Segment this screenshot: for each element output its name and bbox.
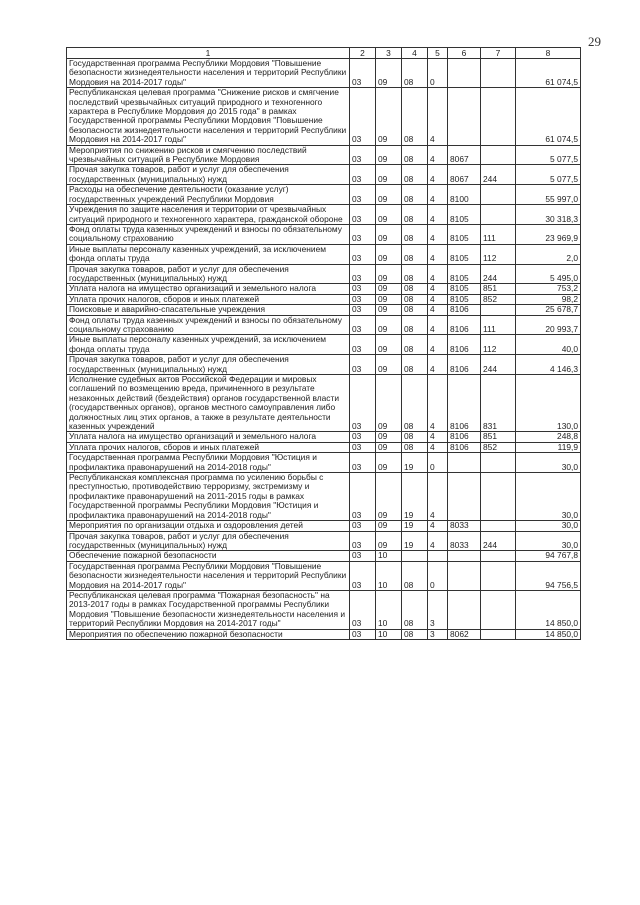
cell-c7 <box>481 629 516 639</box>
cell-c6: 8106 <box>448 305 481 315</box>
cell-c3: 09 <box>376 165 402 185</box>
cell-c7: 244 <box>481 531 516 551</box>
cell-c4: 19 <box>402 473 428 521</box>
cell-c4: 08 <box>402 315 428 335</box>
cell-c2: 03 <box>350 473 376 521</box>
cell-c7 <box>481 185 516 205</box>
cell-c7: 111 <box>481 224 516 244</box>
cell-c4: 08 <box>402 165 428 185</box>
cell-c4: 08 <box>402 284 428 294</box>
table-row <box>67 473 581 521</box>
cell-c3: 09 <box>376 531 402 551</box>
cell-c3: 09 <box>376 88 402 145</box>
table-row <box>67 531 581 551</box>
row-amount: 2,0 <box>516 244 581 264</box>
row-amount: 94 756,5 <box>516 561 581 590</box>
column-header: 8 <box>516 48 581 59</box>
row-name: Мероприятия по обеспечению пожарной безопасности <box>67 629 350 639</box>
cell-c3: 09 <box>376 521 402 531</box>
cell-c6 <box>448 561 481 590</box>
row-amount: 5 077,5 <box>516 165 581 185</box>
cell-c5: 4 <box>428 224 448 244</box>
cell-c2: 03 <box>350 521 376 531</box>
cell-c6: 8106 <box>448 375 481 432</box>
cell-c2: 03 <box>350 629 376 639</box>
row-name: Уплата налога на имущество организаций и земельного налога <box>67 432 350 442</box>
cell-c4: 08 <box>402 145 428 165</box>
table-row <box>67 88 581 145</box>
cell-c5 <box>428 551 448 561</box>
cell-c5: 4 <box>428 521 448 531</box>
cell-c6: 8105 <box>448 244 481 264</box>
table-row <box>67 521 581 531</box>
cell-c2: 03 <box>350 531 376 551</box>
cell-c6: 8106 <box>448 355 481 375</box>
cell-c2: 03 <box>350 305 376 315</box>
column-header: 4 <box>402 48 428 59</box>
cell-c4: 19 <box>402 453 428 473</box>
table-row <box>67 305 581 315</box>
table-row <box>67 432 581 442</box>
row-amount: 5 077,5 <box>516 145 581 165</box>
row-amount: 40,0 <box>516 335 581 355</box>
cell-c5: 3 <box>428 590 448 629</box>
table-row <box>67 294 581 304</box>
row-amount: 30 318,3 <box>516 205 581 225</box>
row-name: Уплата налога на имущество организаций и земельного налога <box>67 284 350 294</box>
cell-c2: 03 <box>350 59 376 88</box>
cell-c3: 09 <box>376 315 402 335</box>
cell-c6 <box>448 88 481 145</box>
column-header: 7 <box>481 48 516 59</box>
column-header: 2 <box>350 48 376 59</box>
cell-c2: 03 <box>350 590 376 629</box>
row-name: Уплата прочих налогов, сборов и иных платежей <box>67 442 350 452</box>
cell-c7 <box>481 521 516 531</box>
row-name: Мероприятия по снижению рисков и смягчению последствий чрезвычайных ситуаций в Республике Мордовия <box>67 145 350 165</box>
cell-c2: 03 <box>350 432 376 442</box>
cell-c5: 4 <box>428 185 448 205</box>
cell-c3: 09 <box>376 224 402 244</box>
cell-c3: 09 <box>376 205 402 225</box>
cell-c3: 09 <box>376 442 402 452</box>
cell-c7: 831 <box>481 375 516 432</box>
table-row <box>67 590 581 629</box>
cell-c4: 08 <box>402 224 428 244</box>
cell-c2: 03 <box>350 453 376 473</box>
table-row <box>67 165 581 185</box>
cell-c6: 8062 <box>448 629 481 639</box>
cell-c2: 03 <box>350 165 376 185</box>
cell-c6 <box>448 59 481 88</box>
cell-c5: 4 <box>428 205 448 225</box>
cell-c5: 4 <box>428 165 448 185</box>
cell-c3: 09 <box>376 284 402 294</box>
cell-c6: 8105 <box>448 224 481 244</box>
cell-c5: 0 <box>428 453 448 473</box>
cell-c4: 08 <box>402 432 428 442</box>
cell-c6 <box>448 453 481 473</box>
cell-c7: 244 <box>481 165 516 185</box>
row-name: Мероприятия по организации отдыха и оздоровления детей <box>67 521 350 531</box>
table-row <box>67 335 581 355</box>
cell-c3: 09 <box>376 145 402 165</box>
row-amount: 130,0 <box>516 375 581 432</box>
cell-c3: 10 <box>376 551 402 561</box>
cell-c3: 09 <box>376 185 402 205</box>
cell-c4: 08 <box>402 375 428 432</box>
cell-c7: 852 <box>481 294 516 304</box>
table-row <box>67 629 581 639</box>
cell-c6: 8106 <box>448 442 481 452</box>
cell-c3: 09 <box>376 335 402 355</box>
table-row <box>67 375 581 432</box>
cell-c4: 08 <box>402 629 428 639</box>
header-row <box>67 48 581 59</box>
cell-c5: 4 <box>428 305 448 315</box>
row-amount: 98,2 <box>516 294 581 304</box>
cell-c3: 09 <box>376 355 402 375</box>
cell-c2: 03 <box>350 185 376 205</box>
cell-c4: 08 <box>402 561 428 590</box>
cell-c4: 08 <box>402 294 428 304</box>
cell-c6 <box>448 590 481 629</box>
row-amount: 61 074,5 <box>516 88 581 145</box>
cell-c2: 03 <box>350 551 376 561</box>
cell-c7 <box>481 473 516 521</box>
cell-c5: 0 <box>428 561 448 590</box>
cell-c7 <box>481 88 516 145</box>
row-name: Расходы на обеспечение деятельности (оказание услуг) государственных учреждений Республики Мордовия <box>67 185 350 205</box>
cell-c4: 08 <box>402 355 428 375</box>
row-name: Фонд оплаты труда казенных учреждений и взносы по обязательному социальному страхованию <box>67 315 350 335</box>
cell-c4: 08 <box>402 305 428 315</box>
cell-c5: 4 <box>428 315 448 335</box>
cell-c5: 4 <box>428 264 448 284</box>
cell-c5: 4 <box>428 432 448 442</box>
row-name: Учреждения по защите населения и территории от чрезвычайных ситуаций природного и техногенного характера, гражданской обороне <box>67 205 350 225</box>
row-name: Прочая закупка товаров, работ и услуг для обеспечения государственных (муниципальных) нужд <box>67 264 350 284</box>
cell-c7: 112 <box>481 244 516 264</box>
cell-c3: 09 <box>376 244 402 264</box>
row-amount: 23 969,9 <box>516 224 581 244</box>
cell-c7: 244 <box>481 264 516 284</box>
cell-c6: 8100 <box>448 185 481 205</box>
cell-c6: 8033 <box>448 531 481 551</box>
cell-c2: 03 <box>350 244 376 264</box>
cell-c3: 09 <box>376 453 402 473</box>
row-amount: 20 993,7 <box>516 315 581 335</box>
cell-c4: 08 <box>402 590 428 629</box>
cell-c2: 03 <box>350 294 376 304</box>
cell-c2: 03 <box>350 355 376 375</box>
cell-c3: 09 <box>376 375 402 432</box>
cell-c4: 08 <box>402 88 428 145</box>
cell-c5: 4 <box>428 294 448 304</box>
table-row <box>67 264 581 284</box>
cell-c4: 08 <box>402 244 428 264</box>
row-name: Поисковые и аварийно-спасательные учреждения <box>67 305 350 315</box>
row-amount: 4 146,3 <box>516 355 581 375</box>
row-name: Государственная программа Республики Мордовия "Повышение безопасности жизнедеятельности населения и территорий Республики Мордовия на 2014-2017 годы" <box>67 59 350 88</box>
table-row <box>67 551 581 561</box>
row-name: Уплата прочих налогов, сборов и иных платежей <box>67 294 350 304</box>
cell-c6: 8106 <box>448 432 481 442</box>
cell-c3: 10 <box>376 590 402 629</box>
cell-c6: 8106 <box>448 315 481 335</box>
cell-c2: 03 <box>350 335 376 355</box>
row-amount: 61 074,5 <box>516 59 581 88</box>
cell-c2: 03 <box>350 145 376 165</box>
table-row <box>67 284 581 294</box>
row-amount: 5 495,0 <box>516 264 581 284</box>
cell-c6: 8105 <box>448 284 481 294</box>
cell-c5: 4 <box>428 244 448 264</box>
table-row <box>67 224 581 244</box>
cell-c2: 03 <box>350 561 376 590</box>
cell-c7 <box>481 59 516 88</box>
table-row <box>67 205 581 225</box>
row-amount: 25 678,7 <box>516 305 581 315</box>
row-name: Иные выплаты персоналу казенных учреждений, за исключением фонда оплаты труда <box>67 244 350 264</box>
column-header: 5 <box>428 48 448 59</box>
cell-c6 <box>448 473 481 521</box>
cell-c2: 03 <box>350 224 376 244</box>
cell-c4: 08 <box>402 335 428 355</box>
table-row <box>67 244 581 264</box>
row-amount: 119,9 <box>516 442 581 452</box>
row-name: Государственная программа Республики Мордовия "Юстиция и профилактика правонарушений на 2014-2018 годы" <box>67 453 350 473</box>
cell-c7: 244 <box>481 355 516 375</box>
cell-c4: 19 <box>402 521 428 531</box>
cell-c5: 4 <box>428 375 448 432</box>
cell-c4: 08 <box>402 185 428 205</box>
cell-c7 <box>481 561 516 590</box>
row-name: Прочая закупка товаров, работ и услуг для обеспечения государственных (муниципальных) нужд <box>67 355 350 375</box>
row-name: Прочая закупка товаров, работ и услуг для обеспечения государственных (муниципальных) нужд <box>67 531 350 551</box>
cell-c6: 8067 <box>448 165 481 185</box>
row-name: Государственная программа Республики Мордовия "Повышение безопасности жизнедеятельности населения и территорий Республики Мордовия на 2014-2017 годы" <box>67 561 350 590</box>
budget-table <box>66 47 581 640</box>
cell-c4: 19 <box>402 531 428 551</box>
cell-c7 <box>481 305 516 315</box>
cell-c7 <box>481 590 516 629</box>
cell-c5: 4 <box>428 145 448 165</box>
page-number: 29 <box>588 34 601 49</box>
row-amount: 248,8 <box>516 432 581 442</box>
cell-c7: 851 <box>481 284 516 294</box>
cell-c6 <box>448 551 481 561</box>
column-header: 6 <box>448 48 481 59</box>
cell-c5: 4 <box>428 335 448 355</box>
column-header: 3 <box>376 48 402 59</box>
cell-c6: 8106 <box>448 335 481 355</box>
cell-c6: 8105 <box>448 205 481 225</box>
row-amount: 30,0 <box>516 453 581 473</box>
cell-c4: 08 <box>402 59 428 88</box>
row-amount: 14 850,0 <box>516 590 581 629</box>
cell-c3: 10 <box>376 629 402 639</box>
row-amount: 14 850,0 <box>516 629 581 639</box>
table-row <box>67 442 581 452</box>
cell-c2: 03 <box>350 375 376 432</box>
cell-c5: 4 <box>428 442 448 452</box>
row-amount: 30,0 <box>516 473 581 521</box>
cell-c6: 8033 <box>448 521 481 531</box>
cell-c2: 03 <box>350 205 376 225</box>
row-amount: 55 997,0 <box>516 185 581 205</box>
table-row <box>67 145 581 165</box>
table-row <box>67 315 581 335</box>
row-name: Иные выплаты персоналу казенных учреждений, за исключением фонда оплаты труда <box>67 335 350 355</box>
table-row <box>67 185 581 205</box>
cell-c5: 4 <box>428 531 448 551</box>
cell-c3: 09 <box>376 473 402 521</box>
cell-c5: 4 <box>428 473 448 521</box>
row-amount: 30,0 <box>516 531 581 551</box>
cell-c7 <box>481 205 516 225</box>
cell-c2: 03 <box>350 264 376 284</box>
row-name: Республиканская комплексная программа по усилению борьбы с преступностью, противодействию терроризму, экстремизму и профилактике правонарушений на 2011-2015 годы в рамках Государственной программы Республики Мордовия "Юстиция и профилактика правонарушений на 2014-2018 годы" <box>67 473 350 521</box>
cell-c5: 4 <box>428 88 448 145</box>
cell-c7: 851 <box>481 432 516 442</box>
cell-c7 <box>481 551 516 561</box>
cell-c6: 8105 <box>448 294 481 304</box>
cell-c7: 852 <box>481 442 516 452</box>
cell-c2: 03 <box>350 88 376 145</box>
row-amount: 753,2 <box>516 284 581 294</box>
cell-c4 <box>402 551 428 561</box>
column-header: 1 <box>67 48 350 59</box>
cell-c5: 3 <box>428 629 448 639</box>
cell-c7: 112 <box>481 335 516 355</box>
row-name: Республиканская целевая программа "Снижение рисков и смягчение последствий чрезвычайных ситуаций природного и техногенного характера в Республике Мордовия до 2015 года" в рамках Государственной программы Республики Мордовия "Повышение безопасности жизнедеятельности населения и территорий Республики Мордовия на 2014-2017 годы" <box>67 88 350 145</box>
cell-c5: 0 <box>428 59 448 88</box>
cell-c2: 03 <box>350 284 376 294</box>
cell-c7 <box>481 145 516 165</box>
cell-c3: 10 <box>376 561 402 590</box>
cell-c3: 09 <box>376 305 402 315</box>
row-name: Исполнение судебных актов Российской Федерации и мировых соглашений по возмещению вреда, причиненного в результате незаконных действий (бездействия) органов государственной власти (государственных органов), органов местного самоуправления либо должностных лиц этих органов, а также в результате деятельности казенных учреждений <box>67 375 350 432</box>
row-name: Обеспечение пожарной безопасности <box>67 551 350 561</box>
cell-c2: 03 <box>350 315 376 335</box>
cell-c4: 08 <box>402 442 428 452</box>
table-body <box>67 59 581 640</box>
table-row <box>67 561 581 590</box>
cell-c3: 09 <box>376 59 402 88</box>
table-row <box>67 59 581 88</box>
cell-c4: 08 <box>402 205 428 225</box>
cell-c3: 09 <box>376 264 402 284</box>
row-name: Фонд оплаты труда казенных учреждений и взносы по обязательному социальному страхованию <box>67 224 350 244</box>
cell-c5: 4 <box>428 355 448 375</box>
table-row <box>67 355 581 375</box>
cell-c4: 08 <box>402 264 428 284</box>
row-name: Республиканская целевая программа "Пожарная безопасность" на 2013-2017 годы в рамках Государственной программы Республики Мордовия "Повышение безопасности жизнедеятельности населения и территорий Республики Мордовия на 2014-2017 годы" <box>67 590 350 629</box>
cell-c7 <box>481 453 516 473</box>
cell-c7: 111 <box>481 315 516 335</box>
cell-c5: 4 <box>428 284 448 294</box>
table-row <box>67 453 581 473</box>
row-amount: 94 767,8 <box>516 551 581 561</box>
cell-c6: 8105 <box>448 264 481 284</box>
cell-c2: 03 <box>350 442 376 452</box>
cell-c3: 09 <box>376 294 402 304</box>
row-amount: 30,0 <box>516 521 581 531</box>
row-name: Прочая закупка товаров, работ и услуг для обеспечения государственных (муниципальных) нужд <box>67 165 350 185</box>
cell-c6: 8067 <box>448 145 481 165</box>
cell-c3: 09 <box>376 432 402 442</box>
